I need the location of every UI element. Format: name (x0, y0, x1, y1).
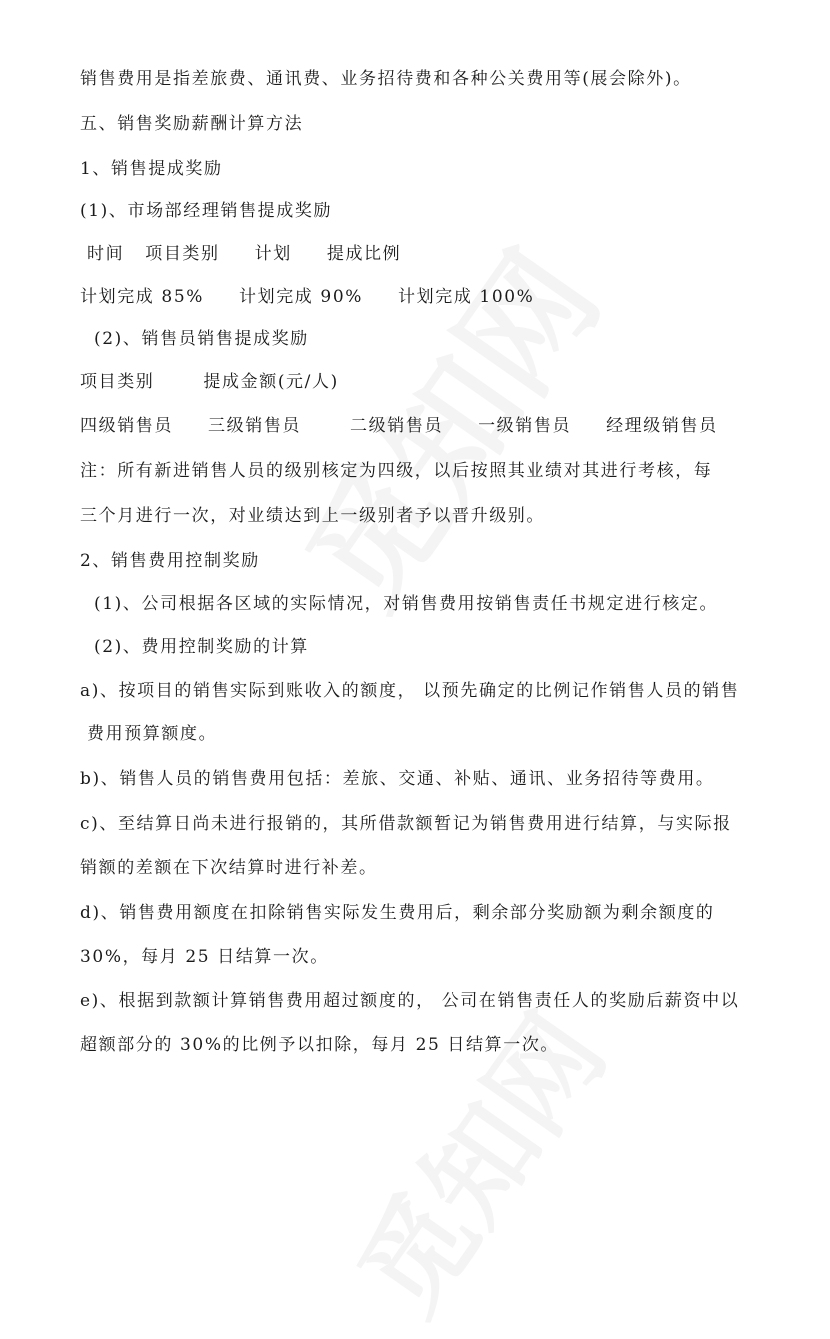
item-expense-control-1: (1)、公司根据各区域的实际情况，对销售费用按销售责任书规定进行核定。 (80, 594, 719, 614)
item-e-line-2: 超额部分的 30%的比例予以扣除，每月 25 日结算一次。 (80, 1035, 560, 1055)
subheading-manager-commission: (1)、市场部经理销售提成奖励 (80, 201, 333, 221)
subheading-sales-commission: 1、销售提成奖励 (80, 159, 223, 179)
section-heading-5: 五、销售奖励薪酬计算方法 (80, 114, 304, 134)
table-header-manager-commission: 时间 项目类别 计划 提成比例 (80, 244, 402, 264)
subheading-salesperson-commission: (2)、销售员销售提成奖励 (80, 329, 309, 349)
item-c-line-1: c)、至结算日尚未进行报销的，其所借款额暂记为销售费用进行结算，与实际报 (80, 814, 732, 834)
item-c-line-2: 销额的差额在下次结算时进行补差。 (80, 858, 378, 878)
plan-completion-levels: 计划完成 85% 计划完成 90% 计划完成 100% (80, 287, 535, 307)
item-b: b)、销售人员的销售费用包括：差旅、交通、补贴、通讯、业务招待等费用。 (80, 769, 715, 789)
subheading-expense-control: 2、销售费用控制奖励 (80, 551, 260, 571)
item-a-line-1: a)、按项目的销售实际到账收入的额度， 以预先确定的比例记作销售人员的销售 (80, 681, 740, 701)
note-line-1: 注：所有新进销售人员的级别核定为四级，以后按照其业绩对其进行考核，每 (80, 461, 713, 481)
watermark (316, 979, 635, 1339)
item-d-line-1: d)、销售费用额度在扣除销售实际发生费用后，剩余部分奖励额为剩余额度的 (80, 903, 715, 923)
item-a-line-2: 费用预算额度。 (80, 724, 218, 744)
item-expense-control-2: (2)、费用控制奖励的计算 (80, 637, 309, 657)
item-e-line-1: e)、根据到款额计算销售费用超过额度的， 公司在销售责任人的奖励后薪资中以 (80, 991, 740, 1011)
paragraph-sales-expense-definition: 销售费用是指差旅费、通讯费、业务招待费和各种公关费用等(展会除外)。 (80, 69, 692, 89)
note-line-2: 三个月进行一次，对业绩达到上一级别者予以晋升级别。 (80, 506, 545, 526)
table-header-salesperson-commission: 项目类别 提成金额(元/人) (80, 372, 339, 392)
item-d-line-2: 30%，每月 25 日结算一次。 (80, 947, 329, 967)
salesperson-levels: 四级销售员 三级销售员 二级销售员 一级销售员 经理级销售员 (80, 416, 718, 436)
